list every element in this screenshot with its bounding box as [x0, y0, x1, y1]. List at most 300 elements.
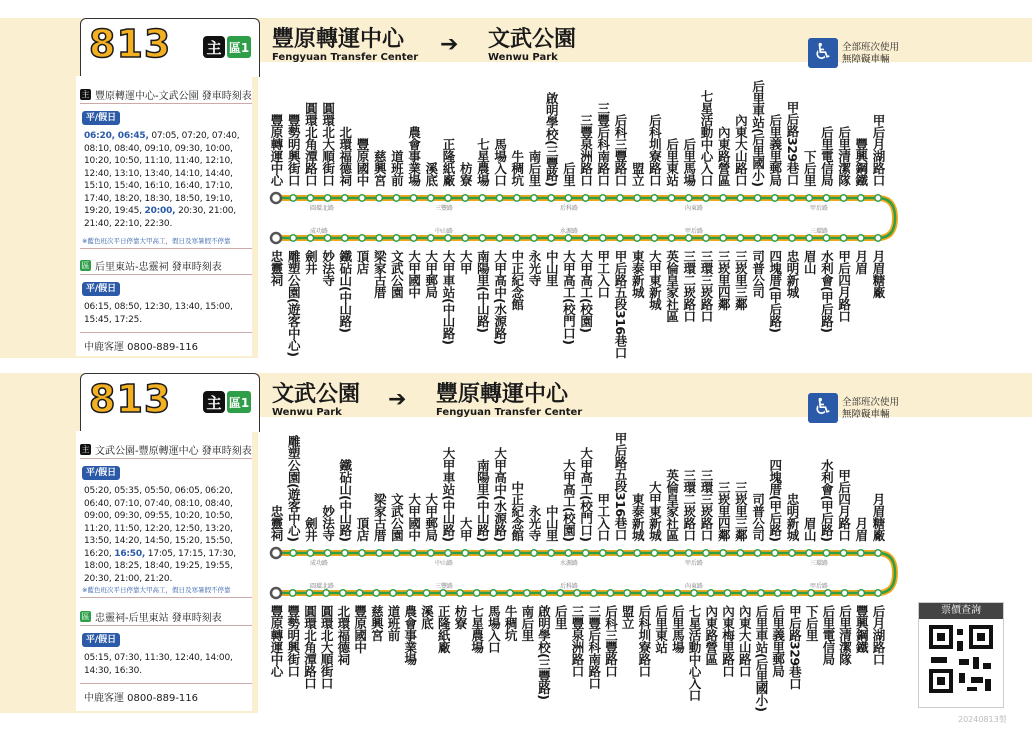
- stop-marker: [582, 235, 588, 241]
- stop-marker: [359, 550, 365, 556]
- stop-marker: [271, 233, 281, 243]
- stop-marker: [691, 590, 697, 596]
- stop-label: 后里電信局: [819, 126, 835, 186]
- stop-label: 后里: [561, 162, 577, 186]
- stop-label: 劍井: [303, 517, 319, 541]
- weekday-badge-2: 平/假日: [82, 282, 120, 296]
- stop-label: 眉山: [802, 517, 818, 541]
- time-text: 18:00, 18:25, 18:40, 19:25, 19:55,: [84, 561, 233, 571]
- time-text: 08:10, 08:40, 09:10, 09:30, 10:00,: [84, 143, 233, 154]
- direction-arrow-icon: ➔: [440, 32, 459, 57]
- stop-label: 道班前: [389, 150, 405, 186]
- stop-label: 七星農場: [475, 138, 491, 186]
- time-text: 17:40, 18:20, 18:30, 18:50, 19:10,: [84, 193, 233, 204]
- stop-label: 后里東站: [664, 138, 680, 186]
- road-label: 水源路: [560, 228, 579, 235]
- stop-marker: [514, 195, 520, 201]
- stop-marker: [290, 195, 296, 201]
- stop-marker: [703, 195, 709, 201]
- stop-marker: [668, 550, 674, 556]
- stop-label: 大甲車站(中山路): [441, 447, 456, 542]
- stop-marker: [591, 590, 597, 596]
- stop-marker: [617, 195, 623, 201]
- road-label: 甲后路: [685, 228, 704, 235]
- stop-label: 水利會(甲后路): [819, 250, 835, 333]
- stop-marker: [407, 590, 413, 596]
- stop-label: 梁家古厝: [372, 493, 388, 541]
- stop-label: 南后里: [519, 605, 535, 641]
- stop-marker: [724, 590, 730, 596]
- stop-label: 后科圳寮路口: [647, 114, 663, 186]
- accessibility-note: 全部班次使用 無障礙車輛: [842, 397, 900, 420]
- weekday-badge: 平/假日: [82, 111, 120, 125]
- stop-label: 南后里: [527, 150, 542, 186]
- stop-marker: [875, 195, 881, 201]
- schedule-note: ※藍色班次平日停靠大甲高工，假日及寒暑假不停靠: [82, 586, 231, 594]
- stop-marker: [617, 235, 623, 241]
- stop-label: 內東路營區: [716, 126, 732, 186]
- stop-marker: [651, 195, 657, 201]
- stop-marker: [754, 195, 760, 201]
- stop-label: 三豐后科南路口: [586, 605, 602, 689]
- route-panel-return: [0, 365, 1032, 715]
- stop-marker: [686, 550, 692, 556]
- stop-marker: [858, 550, 864, 556]
- road-label: 圓環北路: [310, 205, 335, 212]
- stop-label: 后里馬場: [681, 138, 697, 186]
- stop-marker: [737, 235, 743, 241]
- stop-label: 三崁里三鄰: [733, 481, 749, 541]
- stop-label: 大甲高工(校門口): [578, 447, 594, 542]
- stop-marker: [548, 550, 554, 556]
- stop-label: 盟立: [630, 162, 646, 186]
- time-text: 06:15, 08:50, 12:30, 13:40, 15:00,: [84, 302, 233, 312]
- stop-label: 妙法寺: [320, 250, 336, 286]
- road-label: 成功路: [310, 560, 329, 567]
- stop-marker: [342, 550, 348, 556]
- destination-label: 豐原轉運中心 Fengyuan Transfer Center: [436, 382, 583, 418]
- stop-marker: [356, 590, 362, 596]
- stop-label: 大甲高工(校門口): [561, 250, 577, 345]
- time-text: 06:40, 07:10, 07:40, 08:10, 08:40,: [84, 498, 233, 509]
- time-text: 10:20, 10:50, 11:10, 11:40, 12:10,: [84, 156, 233, 166]
- stop-marker: [600, 195, 606, 201]
- stop-label: 后里電信局: [820, 605, 836, 665]
- stop-label: 梁家古厝: [372, 250, 388, 298]
- stop-marker: [791, 590, 797, 596]
- stop-label: 圓環北大順街口: [319, 605, 335, 689]
- stop-marker: [410, 235, 416, 241]
- stop-label: 妙法寺: [320, 505, 336, 541]
- stop-label: 后里清潔隊: [837, 605, 853, 665]
- stop-marker: [445, 235, 451, 241]
- stop-marker: [634, 235, 640, 241]
- time-text: 12:40, 13:10, 13:40, 14:10, 14:40,: [84, 168, 233, 179]
- stop-label: 大甲國中: [406, 493, 422, 541]
- stop-label: 后里車站(后里國小): [750, 80, 766, 187]
- stop-marker: [393, 235, 399, 241]
- stop-label: 三崁里三鄰: [733, 250, 749, 310]
- stop-label: 東泰新城: [630, 250, 646, 298]
- stop-marker: [754, 235, 760, 241]
- stop-marker: [708, 590, 714, 596]
- road-label: 甲后路: [685, 560, 704, 567]
- stop-label: 豐興鋼鐵: [854, 605, 870, 653]
- road-label: 水源路: [560, 560, 579, 567]
- stop-label: 馬場入口: [492, 138, 508, 186]
- stop-label: 英倫皇家社區: [664, 469, 680, 541]
- stop-label: 大甲高中(水源路): [492, 447, 508, 542]
- time-text: 07:05, 07:20, 07:40,: [148, 131, 240, 141]
- route-number: 813: [89, 22, 172, 66]
- stop-marker: [323, 590, 329, 596]
- stop-marker: [531, 195, 537, 201]
- stop-label: 甲后四月路口: [836, 469, 852, 541]
- stop-marker: [271, 588, 281, 598]
- stop-label: 忠靈祠: [269, 505, 284, 541]
- origin-label: 豐原轉運中心 Fengyuan Transfer Center: [272, 27, 419, 63]
- stop-marker: [428, 550, 434, 556]
- stop-label: 七星活動中心入口: [699, 90, 714, 186]
- stop-label: 后里東站: [653, 605, 669, 653]
- road-label: 中山路: [435, 228, 454, 235]
- stop-label: 后里義里郵局: [770, 605, 786, 677]
- road-label: 甲后路: [810, 205, 829, 212]
- stop-marker: [428, 195, 434, 201]
- road-label: 內東路: [685, 583, 704, 590]
- schedule-note: ※藍色班次平日停靠大甲高工，假日及寒暑假不停靠: [82, 237, 231, 245]
- stop-marker: [462, 550, 468, 556]
- stop-marker: [651, 550, 657, 556]
- stop-label: 牛稠坑: [503, 605, 519, 641]
- time-text: 05:15, 07:30, 11:30, 12:40, 14:00,: [84, 653, 233, 663]
- stop-label: 后里車站(后里國小): [753, 605, 769, 712]
- schedule-title: 主 豐原轉運中心-文武公園 發車時刻表: [81, 90, 252, 102]
- stop-marker: [290, 550, 296, 556]
- stop-label: 忠靈祠: [269, 250, 284, 286]
- stop-marker: [548, 195, 554, 201]
- stop-label: 內東大山路口: [737, 605, 753, 677]
- time-text: 14:30, 16:30.: [84, 665, 142, 676]
- stop-marker: [823, 235, 829, 241]
- stop-label: 中山里: [544, 250, 560, 286]
- stop-marker: [657, 590, 663, 596]
- weekday-badge-2: 平/假日: [82, 633, 120, 647]
- stop-marker: [514, 550, 520, 556]
- stop-marker: [290, 590, 296, 596]
- stop-label: 雕塑公園(遊客中心): [286, 250, 302, 357]
- stop-marker: [720, 235, 726, 241]
- time-text: 16:20,: [84, 548, 115, 559]
- stop-marker: [540, 590, 546, 596]
- stop-label: 三環三崁路口: [699, 469, 714, 541]
- highlight-time: 06:20, 06:45,: [84, 131, 149, 141]
- wheelchair-icon: ♿: [808, 393, 838, 423]
- stop-marker: [741, 590, 747, 596]
- stop-label: 枋寮: [452, 605, 468, 629]
- stop-label: 中正紀念館: [509, 250, 525, 310]
- stop-label: 七星活動中心入口: [687, 605, 703, 701]
- stop-label: 永光寺: [527, 250, 542, 286]
- stop-marker: [271, 548, 281, 558]
- route-number: 813: [89, 377, 172, 421]
- stop-label: 大甲高工(校園): [578, 250, 594, 333]
- stop-label: 鐵砧山(中山路): [337, 459, 353, 542]
- road-label: 成功路: [310, 228, 329, 235]
- stop-marker: [840, 235, 846, 241]
- stop-label: 甲后路329巷口: [785, 101, 800, 186]
- stop-label: 圓環北大順街口: [320, 102, 336, 186]
- print-code: 20240813製: [958, 715, 1007, 724]
- stop-label: 三豐泉洲路口: [570, 605, 585, 677]
- road-label: 三豐路: [435, 205, 454, 212]
- stop-marker: [858, 590, 864, 596]
- stop-marker: [651, 235, 657, 241]
- stop-marker: [359, 195, 365, 201]
- stop-label: 大甲郵局: [423, 250, 439, 298]
- stop-marker: [703, 550, 709, 556]
- origin-label: 文武公園 Wenwu Park: [272, 382, 361, 418]
- stop-marker: [720, 550, 726, 556]
- stop-marker: [473, 590, 479, 596]
- time-text: 21:40, 22:10, 22:30.: [84, 218, 173, 229]
- stop-label: 文武公園: [389, 493, 405, 541]
- zone-tag: 區1: [227, 36, 251, 58]
- stop-marker: [772, 550, 778, 556]
- stop-marker: [806, 195, 812, 201]
- time-text: 17:05, 17:15, 17:30,: [145, 548, 236, 559]
- stop-marker: [359, 235, 365, 241]
- stop-marker: [307, 550, 313, 556]
- stop-marker: [789, 550, 795, 556]
- stop-label: 中山里: [544, 505, 560, 541]
- stop-label: 四塊厝(甲后路): [767, 459, 783, 542]
- qr-title: 票價查詢: [919, 603, 1003, 619]
- stop-label: 東泰新城: [630, 493, 646, 541]
- stop-marker: [772, 235, 778, 241]
- stop-marker: [340, 590, 346, 596]
- stop-label: 慈興宮: [372, 150, 388, 186]
- stop-marker: [823, 550, 829, 556]
- main-line-tag: 主: [203, 36, 225, 58]
- stop-marker: [789, 235, 795, 241]
- stop-marker: [823, 195, 829, 201]
- stop-label: 月眉: [853, 517, 869, 541]
- stop-marker: [668, 195, 674, 201]
- time-text: 15:10, 15:40, 16:10, 16:40, 17:10,: [84, 181, 233, 191]
- stop-label: 大甲: [458, 250, 474, 274]
- stop-label: 南陽里(中山路): [475, 250, 491, 333]
- stop-label: 中正紀念館: [509, 481, 525, 541]
- stop-label: 司普公司: [750, 493, 766, 541]
- stop-label: 后里清潔隊: [836, 126, 852, 186]
- schedule-title-2: 區 后里東站-忠靈祠 發車時刻表: [81, 261, 222, 273]
- stop-marker: [686, 195, 692, 201]
- stop-label: 三豐泉洲路口: [578, 114, 594, 186]
- road-label: 中山路: [435, 560, 454, 567]
- operator-contact: 中鹿客運 0800-889-116: [84, 342, 199, 353]
- stop-label: 豐原國中: [355, 138, 370, 186]
- stop-label: 馬場入口: [486, 605, 502, 653]
- stop-label: 豐興鋼鐵: [853, 138, 869, 186]
- stop-marker: [806, 235, 812, 241]
- route-panel-outbound: [0, 10, 1032, 360]
- stop-marker: [634, 550, 640, 556]
- direction-arrow-icon: ➔: [388, 387, 407, 412]
- stop-marker: [703, 235, 709, 241]
- accessibility-note: 全部班次使用 無障礙車輛: [842, 42, 900, 65]
- stop-label: 雕塑公園(遊客中心): [286, 435, 302, 542]
- stop-label: 三豐后科南路口: [595, 102, 611, 186]
- stop-label: 后科三豐路口: [613, 114, 628, 186]
- road-label: 三環路: [810, 560, 829, 567]
- stop-label: 農會事業場: [406, 126, 422, 186]
- stop-marker: [410, 195, 416, 201]
- stop-label: 道班前: [386, 605, 402, 641]
- stop-label: 大甲: [458, 517, 474, 541]
- stop-label: 眉山: [802, 250, 818, 274]
- stop-label: 甲后路五段316巷口: [613, 250, 628, 359]
- stop-marker: [307, 235, 313, 241]
- stop-label: 大甲車站(中山路): [441, 250, 456, 345]
- stop-label: 啟明學校(三豐路): [536, 605, 552, 700]
- stop-marker: [324, 235, 330, 241]
- main-line-tag: 主: [203, 391, 225, 413]
- stop-marker: [271, 193, 281, 203]
- stop-marker: [582, 195, 588, 201]
- stop-marker: [607, 590, 613, 596]
- stop-marker: [641, 590, 647, 596]
- stop-marker: [841, 590, 847, 596]
- stop-label: 大甲高工(校園): [561, 459, 577, 542]
- stop-label: 慈興宮: [369, 605, 385, 641]
- stop-marker: [754, 550, 760, 556]
- stop-marker: [440, 590, 446, 596]
- stop-marker: [858, 235, 864, 241]
- stop-label: 后里: [553, 605, 569, 629]
- stop-label: 后里馬場: [670, 605, 686, 653]
- stop-marker: [557, 590, 563, 596]
- stop-marker: [376, 195, 382, 201]
- weekday-badge: 平/假日: [82, 466, 120, 480]
- stop-label: 北環福德祠: [337, 126, 353, 186]
- stop-label: 頂店: [355, 517, 370, 541]
- stop-label: 大甲郵局: [423, 493, 439, 541]
- stop-marker: [600, 550, 606, 556]
- stop-marker: [565, 550, 571, 556]
- stop-label: 劍井: [303, 250, 319, 274]
- stop-marker: [496, 235, 502, 241]
- road-label: 三豐路: [435, 583, 454, 590]
- stop-marker: [548, 235, 554, 241]
- stop-label: 甲工入口: [595, 250, 611, 298]
- time-text: 19:20, 19:45,: [84, 206, 145, 216]
- qr-code-icon: [919, 619, 1003, 705]
- destination-label: 文武公園 Wenwu Park: [488, 27, 577, 63]
- fare-qr-card[interactable]: [918, 602, 1004, 708]
- stop-label: 豐勢明興街口: [286, 114, 302, 186]
- stop-label: 頂店: [355, 250, 370, 274]
- stop-marker: [600, 235, 606, 241]
- stop-label: 豐原轉運中心: [269, 605, 284, 677]
- stop-marker: [825, 590, 831, 596]
- stop-marker: [496, 195, 502, 201]
- stop-marker: [686, 235, 692, 241]
- stop-marker: [307, 195, 313, 201]
- stop-label: 三崁里四鄰: [716, 481, 732, 541]
- stop-marker: [496, 550, 502, 556]
- stop-label: 月眉糖廠: [871, 493, 886, 541]
- stop-marker: [324, 550, 330, 556]
- stop-label: 三環二崁路口: [681, 250, 697, 322]
- stop-label: 后科三豐路口: [603, 605, 619, 677]
- stop-label: 下后里: [802, 150, 818, 186]
- road-label: 甲后路: [810, 583, 829, 590]
- stop-marker: [290, 235, 296, 241]
- stop-label: 牛稠坑: [509, 150, 525, 186]
- time-text: 13:50, 14:20, 14:50, 15:20, 15:50,: [84, 536, 233, 546]
- stop-marker: [875, 550, 881, 556]
- stop-label: 七星農場: [469, 605, 485, 653]
- stop-label: 枋寮: [458, 162, 474, 186]
- operator-contact: 中鹿客運 0800-889-116: [84, 693, 199, 704]
- stop-marker: [565, 235, 571, 241]
- stop-marker: [875, 590, 881, 596]
- stop-marker: [479, 235, 485, 241]
- stop-marker: [668, 235, 674, 241]
- stop-label: 后月湖路口: [871, 605, 886, 665]
- stop-marker: [808, 590, 814, 596]
- stop-label: 月眉: [853, 250, 869, 274]
- stop-label: 豐原國中: [352, 605, 368, 653]
- time-text: 15:45, 17:25.: [84, 314, 142, 325]
- stop-label: 三環三崁路口: [699, 250, 714, 322]
- stop-marker: [582, 550, 588, 556]
- stop-marker: [624, 590, 630, 596]
- stop-marker: [393, 550, 399, 556]
- highlight-time: 16:50,: [114, 548, 146, 559]
- stop-label: 下后里: [804, 605, 820, 641]
- stop-marker: [806, 550, 812, 556]
- stop-label: 鐵砧山(中山路): [337, 250, 353, 333]
- highlight-time: 20:00,: [144, 206, 176, 216]
- stop-label: 后科圳寮路口: [636, 605, 652, 677]
- stop-label: 溪底: [423, 162, 439, 186]
- road-label: 內東路: [685, 205, 704, 212]
- stop-label: 后里義里郵局: [767, 114, 783, 186]
- time-text: 11:20, 11:50, 12:20, 12:50, 13:20,: [84, 523, 233, 534]
- stop-label: 水利會(甲后路): [819, 459, 835, 542]
- stop-marker: [737, 550, 743, 556]
- stop-label: 大甲東新城: [647, 250, 663, 310]
- stop-marker: [840, 550, 846, 556]
- stop-marker: [720, 195, 726, 201]
- stop-label: 圓環北角潭路口: [302, 605, 318, 689]
- stop-label: 大甲國中: [406, 250, 422, 298]
- stop-marker: [758, 590, 764, 596]
- time-text: 20:30, 21:00, 21:20.: [84, 573, 173, 584]
- stop-label: 盟立: [620, 605, 636, 629]
- stop-label: 內東路營區: [703, 605, 719, 665]
- stop-label: 甲工入口: [595, 493, 611, 541]
- stop-label: 甲后月湖路口: [871, 114, 886, 186]
- road-label: 后科路: [560, 205, 579, 212]
- stop-marker: [858, 195, 864, 201]
- zone-tag: 區1: [227, 391, 251, 413]
- time-text: 20:30, 21:00,: [175, 206, 236, 216]
- stop-label: 內東大山路口: [733, 114, 749, 186]
- stop-label: 北環福德祠: [335, 605, 351, 665]
